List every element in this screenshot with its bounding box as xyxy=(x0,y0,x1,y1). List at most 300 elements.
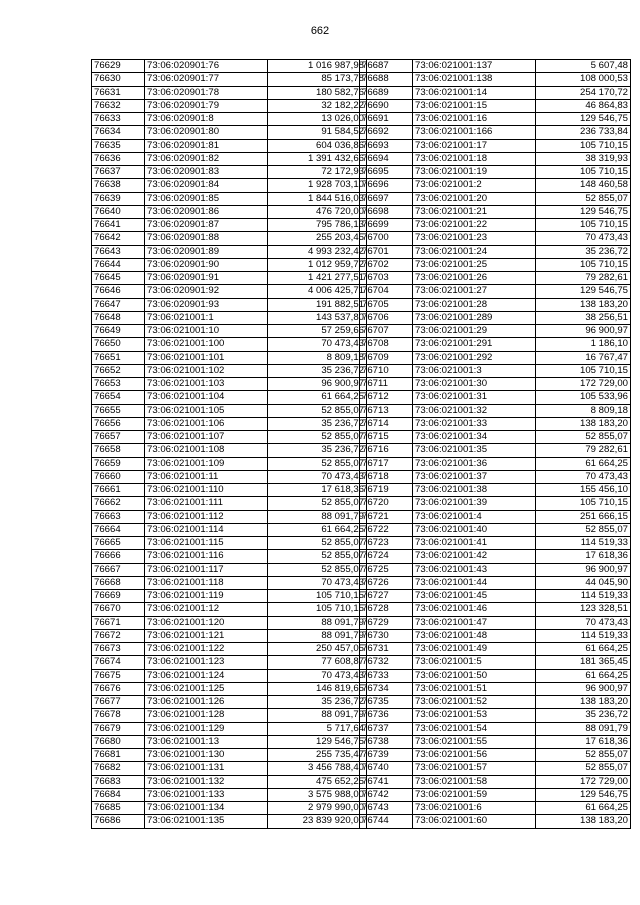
row-number: 76685 xyxy=(92,802,145,815)
cadastral-number: 73:06:021001:47 xyxy=(413,616,536,629)
table-row xyxy=(92,404,367,417)
cadastral-value: 476 720,00 xyxy=(268,205,367,218)
row-number: 76710 xyxy=(360,364,413,377)
cadastral-value: 52 855,07 xyxy=(536,192,631,205)
cadastral-number: 73:06:021001:26 xyxy=(413,272,536,285)
cadastral-value: 52 855,07 xyxy=(268,537,367,550)
row-number: 76730 xyxy=(360,629,413,642)
table-row xyxy=(360,311,631,324)
row-number: 76690 xyxy=(360,99,413,112)
cadastral-number: 73:06:021001:106 xyxy=(145,417,268,430)
cadastral-number: 73:06:021001:108 xyxy=(145,444,268,457)
cadastral-number: 73:06:021001:131 xyxy=(145,762,268,775)
cadastral-number: 73:06:021001:42 xyxy=(413,550,536,563)
row-number: 76701 xyxy=(360,245,413,258)
table-row xyxy=(92,484,367,497)
row-number: 76693 xyxy=(360,139,413,152)
cadastral-value: 129 546,75 xyxy=(536,285,631,298)
cadastral-number: 73:06:021001:3 xyxy=(413,364,536,377)
cadastral-number: 73:06:021001:166 xyxy=(413,126,536,139)
cadastral-value: 70 473,43 xyxy=(536,232,631,245)
row-number: 76716 xyxy=(360,444,413,457)
cadastral-number: 73:06:021001:114 xyxy=(145,523,268,536)
cadastral-number: 73:06:021001:115 xyxy=(145,537,268,550)
table-row xyxy=(360,669,631,682)
cadastral-value: 88 091,79 xyxy=(268,709,367,722)
cadastral-number: 73:06:021001:49 xyxy=(413,643,536,656)
registry-table-left xyxy=(91,59,367,829)
table-row xyxy=(92,669,367,682)
cadastral-value: 61 664,25 xyxy=(536,802,631,815)
cadastral-value: 17 618,36 xyxy=(536,550,631,563)
cadastral-number: 73:06:021001:10 xyxy=(145,325,268,338)
cadastral-number: 73:06:021001:116 xyxy=(145,550,268,563)
cadastral-value: 17 618,36 xyxy=(536,735,631,748)
cadastral-value: 138 183,20 xyxy=(536,417,631,430)
cadastral-value: 52 855,07 xyxy=(268,404,367,417)
cadastral-number: 73:06:021001:30 xyxy=(413,378,536,391)
row-number: 76656 xyxy=(92,417,145,430)
cadastral-number: 73:06:021001:291 xyxy=(413,338,536,351)
cadastral-number: 73:06:021001:50 xyxy=(413,669,536,682)
cadastral-value: 129 546,75 xyxy=(536,788,631,801)
table-row xyxy=(92,722,367,735)
table-row xyxy=(92,338,367,351)
cadastral-value: 105 710,15 xyxy=(536,166,631,179)
row-number: 76732 xyxy=(360,656,413,669)
cadastral-value: 85 173,78 xyxy=(268,73,367,86)
cadastral-value: 129 546,75 xyxy=(536,113,631,126)
row-number: 76654 xyxy=(92,391,145,404)
cadastral-number: 73:06:020901:83 xyxy=(145,166,268,179)
cadastral-value: 52 855,07 xyxy=(536,749,631,762)
table-row xyxy=(92,245,367,258)
cadastral-number: 73:06:021001:18 xyxy=(413,152,536,165)
table-row xyxy=(360,457,631,470)
row-number: 76629 xyxy=(92,60,145,73)
table-row xyxy=(92,470,367,483)
table-row xyxy=(92,152,367,165)
row-number: 76689 xyxy=(360,86,413,99)
row-number: 76648 xyxy=(92,311,145,324)
cadastral-value: 105 710,15 xyxy=(268,603,367,616)
cadastral-number: 73:06:021001:40 xyxy=(413,523,536,536)
cadastral-number: 73:06:020901:82 xyxy=(145,152,268,165)
cadastral-value: 191 882,51 xyxy=(268,298,367,311)
cadastral-value: 38 256,51 xyxy=(536,311,631,324)
cadastral-value: 52 855,07 xyxy=(268,431,367,444)
table-row xyxy=(360,709,631,722)
cadastral-value: 52 855,07 xyxy=(268,550,367,563)
table-row xyxy=(360,298,631,311)
cadastral-number: 73:06:020901:79 xyxy=(145,99,268,112)
table-row xyxy=(360,378,631,391)
cadastral-number: 73:06:021001:289 xyxy=(413,311,536,324)
cadastral-number: 73:06:021001:59 xyxy=(413,788,536,801)
cadastral-number: 73:06:021001:14 xyxy=(413,86,536,99)
row-number: 76676 xyxy=(92,682,145,695)
cadastral-number: 73:06:021001:111 xyxy=(145,497,268,510)
row-number: 76721 xyxy=(360,510,413,523)
table-row xyxy=(360,643,631,656)
row-number: 76722 xyxy=(360,523,413,536)
cadastral-value: 143 537,80 xyxy=(268,311,367,324)
table-row xyxy=(360,391,631,404)
cadastral-number: 73:06:021001:11 xyxy=(145,470,268,483)
cadastral-value: 96 900,97 xyxy=(536,325,631,338)
cadastral-number: 73:06:021001:137 xyxy=(413,60,536,73)
table-row xyxy=(360,205,631,218)
row-number: 76717 xyxy=(360,457,413,470)
table-row xyxy=(360,749,631,762)
cadastral-value: 52 855,07 xyxy=(536,762,631,775)
cadastral-number: 73:06:020901:86 xyxy=(145,205,268,218)
row-number: 76669 xyxy=(92,590,145,603)
table-row xyxy=(360,550,631,563)
cadastral-number: 73:06:021001:35 xyxy=(413,444,536,457)
cadastral-number: 73:06:020901:90 xyxy=(145,258,268,271)
cadastral-number: 73:06:021001:38 xyxy=(413,484,536,497)
table-row xyxy=(92,272,367,285)
cadastral-value: 1 016 987,98 xyxy=(268,60,367,73)
cadastral-number: 73:06:021001:37 xyxy=(413,470,536,483)
table-row xyxy=(92,643,367,656)
cadastral-number: 73:06:021001:39 xyxy=(413,497,536,510)
table-row xyxy=(92,537,367,550)
cadastral-number: 73:06:020901:92 xyxy=(145,285,268,298)
table-row xyxy=(360,470,631,483)
table-row xyxy=(360,60,631,73)
cadastral-number: 73:06:021001:104 xyxy=(145,391,268,404)
row-number: 76706 xyxy=(360,311,413,324)
row-number: 76662 xyxy=(92,497,145,510)
cadastral-number: 73:06:021001:52 xyxy=(413,696,536,709)
cadastral-value: 180 582,76 xyxy=(268,86,367,99)
table-row xyxy=(360,404,631,417)
table-row xyxy=(360,484,631,497)
row-number: 76738 xyxy=(360,735,413,748)
table-row xyxy=(92,775,367,788)
row-number: 76736 xyxy=(360,709,413,722)
row-number: 76695 xyxy=(360,166,413,179)
cadastral-value: 70 473,43 xyxy=(536,616,631,629)
table-row xyxy=(360,166,631,179)
row-number: 76664 xyxy=(92,523,145,536)
row-number: 76725 xyxy=(360,563,413,576)
row-number: 76714 xyxy=(360,417,413,430)
table-row xyxy=(360,537,631,550)
table-row xyxy=(360,126,631,139)
cadastral-number: 73:06:021001:101 xyxy=(145,351,268,364)
cadastral-value: 96 900,97 xyxy=(268,378,367,391)
row-number: 76743 xyxy=(360,802,413,815)
row-number: 76718 xyxy=(360,470,413,483)
table-row xyxy=(360,86,631,99)
row-number: 76673 xyxy=(92,643,145,656)
row-number: 76680 xyxy=(92,735,145,748)
cadastral-value: 35 236,72 xyxy=(536,245,631,258)
row-number: 76668 xyxy=(92,576,145,589)
table-row xyxy=(360,351,631,364)
table-row xyxy=(92,802,367,815)
table-row xyxy=(360,616,631,629)
cadastral-value: 88 091,79 xyxy=(268,616,367,629)
cadastral-value: 52 855,07 xyxy=(536,431,631,444)
cadastral-number: 73:06:021001:132 xyxy=(145,775,268,788)
cadastral-number: 73:06:021001:29 xyxy=(413,325,536,338)
cadastral-number: 73:06:021001:57 xyxy=(413,762,536,775)
cadastral-number: 73:06:021001:24 xyxy=(413,245,536,258)
table-row xyxy=(360,272,631,285)
row-number: 76740 xyxy=(360,762,413,775)
cadastral-number: 73:06:021001:55 xyxy=(413,735,536,748)
row-number: 76727 xyxy=(360,590,413,603)
table-row xyxy=(92,192,367,205)
table-row xyxy=(92,682,367,695)
row-number: 76726 xyxy=(360,576,413,589)
table-row xyxy=(92,497,367,510)
cadastral-number: 73:06:021001:25 xyxy=(413,258,536,271)
table-row xyxy=(360,192,631,205)
cadastral-number: 73:06:021001:28 xyxy=(413,298,536,311)
row-number: 76700 xyxy=(360,232,413,245)
cadastral-value: 8 809,18 xyxy=(268,351,367,364)
row-number: 76712 xyxy=(360,391,413,404)
row-number: 76637 xyxy=(92,166,145,179)
cadastral-value: 79 282,61 xyxy=(536,272,631,285)
row-number: 76715 xyxy=(360,431,413,444)
table-row xyxy=(92,60,367,73)
row-number: 76704 xyxy=(360,285,413,298)
cadastral-number: 73:06:021001:41 xyxy=(413,537,536,550)
cadastral-value: 105 710,15 xyxy=(536,497,631,510)
cadastral-number: 73:06:021001:103 xyxy=(145,378,268,391)
cadastral-value: 77 608,87 xyxy=(268,656,367,669)
cadastral-number: 73:06:021001:135 xyxy=(145,815,268,828)
cadastral-value: 172 729,00 xyxy=(536,378,631,391)
row-number: 76719 xyxy=(360,484,413,497)
row-number: 76638 xyxy=(92,179,145,192)
cadastral-number: 73:06:021001:2 xyxy=(413,179,536,192)
table-row xyxy=(360,590,631,603)
row-number: 76737 xyxy=(360,722,413,735)
row-number: 76713 xyxy=(360,404,413,417)
row-number: 76659 xyxy=(92,457,145,470)
cadastral-number: 73:06:021001:45 xyxy=(413,590,536,603)
row-number: 76666 xyxy=(92,550,145,563)
cadastral-number: 73:06:021001:53 xyxy=(413,709,536,722)
cadastral-value: 70 473,43 xyxy=(536,470,631,483)
row-number: 76632 xyxy=(92,99,145,112)
row-number: 76645 xyxy=(92,272,145,285)
row-number: 76670 xyxy=(92,603,145,616)
table-row xyxy=(92,378,367,391)
table-row xyxy=(92,219,367,232)
row-number: 76631 xyxy=(92,86,145,99)
cadastral-value: 148 460,58 xyxy=(536,179,631,192)
table-row xyxy=(360,656,631,669)
row-number: 76641 xyxy=(92,219,145,232)
cadastral-value: 35 236,72 xyxy=(536,709,631,722)
table-row xyxy=(92,364,367,377)
table-row xyxy=(92,205,367,218)
cadastral-value: 1 928 703,10 xyxy=(268,179,367,192)
cadastral-number: 73:06:020901:77 xyxy=(145,73,268,86)
cadastral-value: 1 421 277,51 xyxy=(268,272,367,285)
cadastral-value: 255 203,45 xyxy=(268,232,367,245)
cadastral-number: 73:06:020901:8 xyxy=(145,113,268,126)
cadastral-number: 73:06:021001:27 xyxy=(413,285,536,298)
row-number: 76724 xyxy=(360,550,413,563)
table-row xyxy=(92,629,367,642)
row-number: 76661 xyxy=(92,484,145,497)
row-number: 76702 xyxy=(360,258,413,271)
cadastral-number: 73:06:020901:81 xyxy=(145,139,268,152)
row-number: 76639 xyxy=(92,192,145,205)
cadastral-value: 35 236,72 xyxy=(268,417,367,430)
cadastral-value: 146 819,65 xyxy=(268,682,367,695)
cadastral-number: 73:06:021001:110 xyxy=(145,484,268,497)
cadastral-value: 52 855,07 xyxy=(268,563,367,576)
cadastral-number: 73:06:021001:134 xyxy=(145,802,268,815)
row-number: 76699 xyxy=(360,219,413,232)
cadastral-number: 73:06:021001:292 xyxy=(413,351,536,364)
table-row xyxy=(92,590,367,603)
row-number: 76684 xyxy=(92,788,145,801)
row-number: 76682 xyxy=(92,762,145,775)
cadastral-number: 73:06:021001:20 xyxy=(413,192,536,205)
cadastral-value: 13 026,00 xyxy=(268,113,367,126)
cadastral-value: 88 091,79 xyxy=(268,510,367,523)
cadastral-value: 91 584,52 xyxy=(268,126,367,139)
cadastral-value: 155 456,10 xyxy=(536,484,631,497)
cadastral-value: 61 664,25 xyxy=(536,669,631,682)
row-number: 76688 xyxy=(360,73,413,86)
row-number: 76653 xyxy=(92,378,145,391)
table-row xyxy=(360,113,631,126)
table-row xyxy=(92,656,367,669)
cadastral-number: 73:06:021001:33 xyxy=(413,417,536,430)
cadastral-number: 73:06:021001:122 xyxy=(145,643,268,656)
row-number: 76694 xyxy=(360,152,413,165)
table-row xyxy=(360,219,631,232)
cadastral-value: 3 456 788,40 xyxy=(268,762,367,775)
row-number: 76658 xyxy=(92,444,145,457)
table-row xyxy=(92,550,367,563)
cadastral-number: 73:06:020901:84 xyxy=(145,179,268,192)
cadastral-number: 73:06:021001:48 xyxy=(413,629,536,642)
row-number: 76636 xyxy=(92,152,145,165)
cadastral-value: 96 900,97 xyxy=(536,563,631,576)
cadastral-number: 73:06:021001:43 xyxy=(413,563,536,576)
row-number: 76734 xyxy=(360,682,413,695)
cadastral-value: 61 664,25 xyxy=(536,457,631,470)
registry-table-right xyxy=(359,59,631,829)
cadastral-value: 23 839 920,00 xyxy=(268,815,367,828)
cadastral-number: 73:06:020901:87 xyxy=(145,219,268,232)
cadastral-number: 73:06:021001:56 xyxy=(413,749,536,762)
table-row xyxy=(360,788,631,801)
row-number: 76675 xyxy=(92,669,145,682)
cadastral-number: 73:06:021001:105 xyxy=(145,404,268,417)
row-number: 76650 xyxy=(92,338,145,351)
table-row xyxy=(92,616,367,629)
table-row xyxy=(360,179,631,192)
cadastral-number: 73:06:021001:138 xyxy=(413,73,536,86)
table-row xyxy=(360,99,631,112)
cadastral-value: 44 045,90 xyxy=(536,576,631,589)
cadastral-value: 61 664,25 xyxy=(268,391,367,404)
table-row xyxy=(360,576,631,589)
cadastral-value: 1 391 432,66 xyxy=(268,152,367,165)
row-number: 76644 xyxy=(92,258,145,271)
cadastral-value: 129 546,75 xyxy=(536,205,631,218)
cadastral-number: 73:06:021001:5 xyxy=(413,656,536,669)
cadastral-number: 73:06:021001:54 xyxy=(413,722,536,735)
cadastral-value: 795 786,13 xyxy=(268,219,367,232)
cadastral-value: 105 710,15 xyxy=(536,364,631,377)
table-row xyxy=(360,325,631,338)
cadastral-value: 1 844 516,03 xyxy=(268,192,367,205)
cadastral-number: 73:06:021001:44 xyxy=(413,576,536,589)
cadastral-value: 1 186,10 xyxy=(536,338,631,351)
table-row xyxy=(360,629,631,642)
row-number: 76635 xyxy=(92,139,145,152)
cadastral-value: 114 519,33 xyxy=(536,590,631,603)
cadastral-value: 172 729,00 xyxy=(536,775,631,788)
cadastral-number: 73:06:020901:93 xyxy=(145,298,268,311)
row-number: 76674 xyxy=(92,656,145,669)
row-number: 76657 xyxy=(92,431,145,444)
table-row xyxy=(360,338,631,351)
table-row xyxy=(360,775,631,788)
cadastral-number: 73:06:021001:129 xyxy=(145,722,268,735)
cadastral-number: 73:06:021001:22 xyxy=(413,219,536,232)
table-row xyxy=(92,510,367,523)
table-row xyxy=(360,245,631,258)
cadastral-value: 250 457,05 xyxy=(268,643,367,656)
cadastral-number: 73:06:021001:125 xyxy=(145,682,268,695)
row-number: 76733 xyxy=(360,669,413,682)
table-row xyxy=(92,139,367,152)
table-row xyxy=(360,139,631,152)
row-number: 76728 xyxy=(360,603,413,616)
cadastral-value: 79 282,61 xyxy=(536,444,631,457)
cadastral-value: 70 473,43 xyxy=(268,576,367,589)
cadastral-value: 70 473,43 xyxy=(268,470,367,483)
cadastral-value: 138 183,20 xyxy=(536,696,631,709)
table-row xyxy=(360,73,631,86)
cadastral-number: 73:06:021001:16 xyxy=(413,113,536,126)
cadastral-number: 73:06:021001:21 xyxy=(413,205,536,218)
cadastral-number: 73:06:021001:6 xyxy=(413,802,536,815)
cadastral-number: 73:06:020901:78 xyxy=(145,86,268,99)
table-row xyxy=(92,258,367,271)
table-row xyxy=(360,682,631,695)
table-row xyxy=(92,762,367,775)
row-number: 76731 xyxy=(360,643,413,656)
table-row xyxy=(92,113,367,126)
cadastral-value: 16 767,47 xyxy=(536,351,631,364)
row-number: 76652 xyxy=(92,364,145,377)
table-row xyxy=(92,351,367,364)
table-row xyxy=(92,735,367,748)
row-number: 76672 xyxy=(92,629,145,642)
cadastral-value: 138 183,20 xyxy=(536,298,631,311)
row-number: 76698 xyxy=(360,205,413,218)
cadastral-value: 4 993 232,42 xyxy=(268,245,367,258)
cadastral-value: 4 006 425,71 xyxy=(268,285,367,298)
